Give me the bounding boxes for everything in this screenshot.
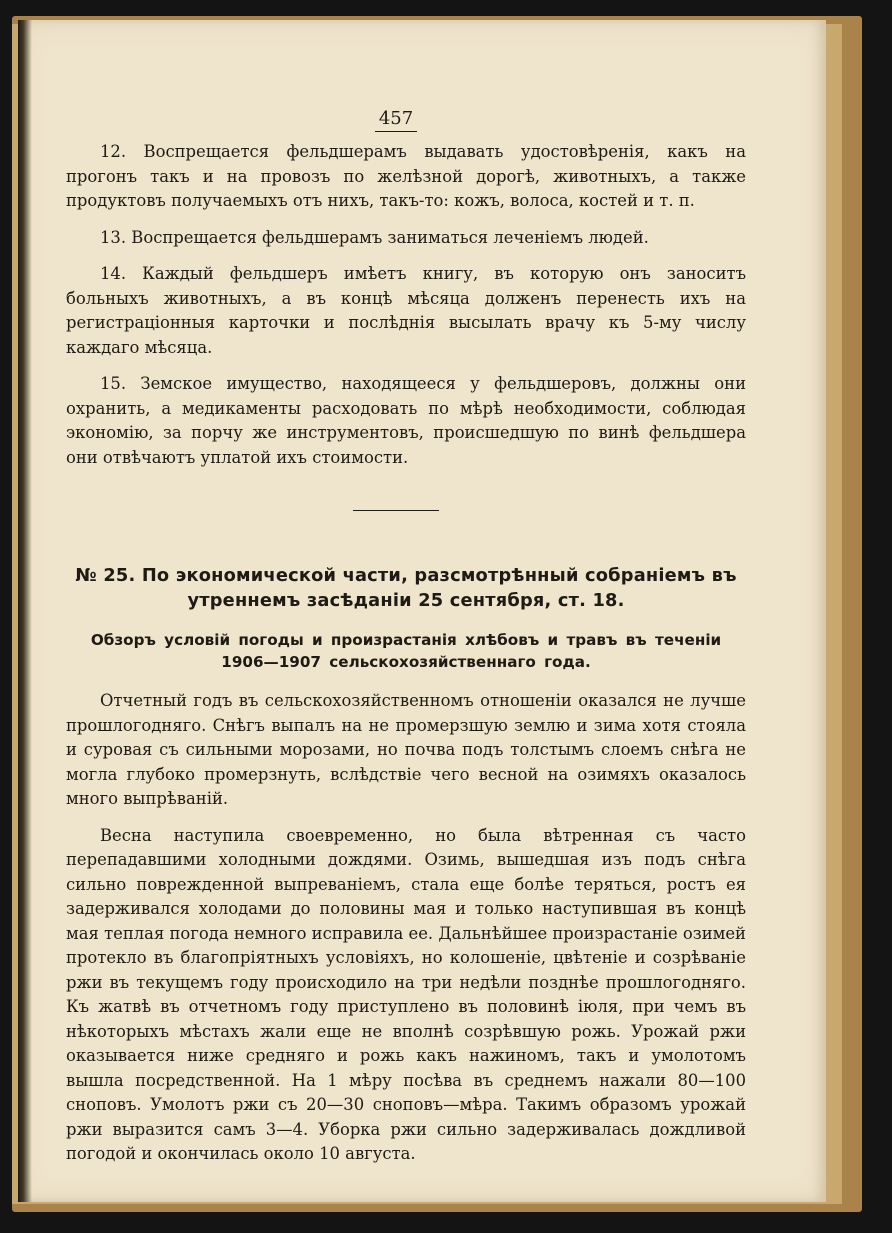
page-content [66, 108, 746, 1167]
paragraph-13: 13. Воспрещается фельдшерамъ заниматься леченіемъ людей. [100, 227, 649, 247]
paragraph-14: 14. Каждый фельдшеръ имѣетъ книгу, въ которую онъ заноситъ больныхъ животныхъ, а въ концѣ мѣсяца долженъ перенесть ихъ на регистраціонныя карточки и послѣднія высылать врачу къ 5-му числу каждаго мѣсяца. [66, 264, 746, 357]
report-paragraph-2: Весна наступила своевременно, но была вѣтренная съ часто перепадавшими холодными дождями. Озимь, вышедшая изъ подъ снѣга сильно поврежденной выпреваніемъ, стала еще болѣе теряться, ростъ ея задерживался холодами до половины мая и только наступившая въ концѣ мая теплая погода немного исправила ее. Дальнѣйшее произрастаніе озимей протекло въ благопріятныхъ условіяхъ, но колошеніе, цвѣтеніе и созрѣваніе ржи въ текущемъ году происходило на три недѣли позднѣе прошлогодняго. Къ жатвѣ въ отчетномъ году приступлено въ половинѣ іюля, при чемъ въ нѣкоторыхъ мѣстахъ жали еще не вполнѣ созрѣвшую рожь. Урожай ржи оказывается ниже средняго и рожь какъ нажиномъ, такъ и умолотомъ вышла посредственной. На 1 мѣру посѣва въ среднемъ нажали 80—100 сноповъ. Умолотъ ржи съ 20—30 сноповъ—мѣра. Такимъ образомъ урожай ржи выразится самъ 3—4. Уборка ржи сильно задерживалась дождливой погодой и окончилась около 10 августа. [66, 825, 746, 1163]
paragraph-15: 15. Земское имущество, находящееся у фельдшеровъ, должны они охранить, а медикаменты расходовать по мѣрѣ необходимости, соблюдая экономію, за порчу же инструментовъ, происшедшую по винѣ фельдшера они отвѣчаютъ уплатой ихъ стоимости. [66, 374, 746, 467]
section-heading-line-1: № 25. По экономической части, разсмотрѣнный собраніемъ въ [75, 565, 737, 586]
report-paragraph-1: Отчетный годъ въ сельскохозяйственномъ отношеніи оказался не лучше прошлогодняго. Снѣгъ выпалъ на не промерзшую землю и зима хотя стояла и суровая съ сильными морозами, но почва подъ толстымъ слоемъ снѣга не могла глубоко промерзнуть, вслѣдствіе чего весной на озимяхъ оказалось много выпрѣваній. [66, 691, 746, 808]
section-heading-line-2: утреннемъ засѣданіи 25 сентября, ст. 18. [187, 590, 625, 611]
page-number-text: 457 [375, 108, 417, 132]
binding-gutter [18, 20, 32, 1202]
paragraph-12: 12. Воспрещается фельдшерамъ выдавать удостовѣренія, какъ на прогонъ такъ и на провозъ по желѣзной дорогѣ, животныхъ, а также продуктовъ получаемыхъ отъ нихъ, такъ-то: кожъ, волоса, костей и т. п. [66, 142, 746, 210]
section-divider [353, 510, 439, 511]
page-number [66, 108, 726, 132]
section-subheading-line-1: Обзоръ условій погоды и произрастанія хлѣбовъ и травъ въ теченіи [90, 631, 722, 649]
book-page [18, 20, 826, 1202]
section-subheading-line-2: 1906—1907 сельскохозяйственнаго года. [221, 653, 591, 671]
